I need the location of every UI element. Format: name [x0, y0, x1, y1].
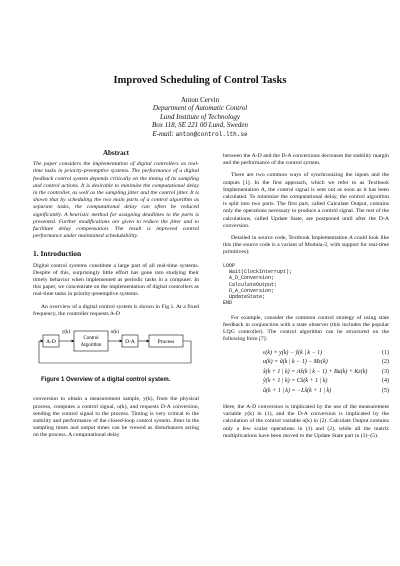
process-label: Process [157, 339, 175, 346]
abstract-text: The paper considers the implementation of digital controllers as real-time tasks in priority-preemptive systems. The performance of a digital feedback control system depends critically on the timing of its sampling and control actions. It is desirable to minimize the computational delay in the controller, as well as the sampling jitter and the control jitter. It is shown that by scheduling the two main parts of a control algorithm as separate tasks, the computational delay can often be reduced significantly. A heuristic method for assigning deadlines to the parts is presented. Further modifications are given to reduce the jitter and to facilitate delay compensation. The result is improved control performance under maintained schedulability. [33, 161, 199, 240]
control-algorithm-block [74, 331, 108, 351]
equation-5 [223, 387, 389, 397]
block-diagram [33, 323, 199, 371]
author-block [0, 96, 400, 139]
equation-5-number: (5) [382, 387, 389, 394]
figure-1-caption: Figure 1 Overview of a digital control system. [41, 377, 171, 384]
control-label-2: Algorithm [80, 343, 102, 349]
left-continuation-paragraph: conversion to obtain a measurement sample, y(k), from the physical process, computes a control signal, u(k), and requests D-A conversion, sending the control signal to the process. Timing is very critical to the stability and performance of the closed-loop control system. Jitter in the sampling times and output times can be viewed as disturbances acting on the process. A computational delay [33, 396, 199, 439]
author-email-line [0, 130, 400, 139]
author-address: Box 118, SE 221 00 Lund, Sweden [152, 121, 248, 130]
equation-4 [223, 377, 389, 387]
ad-label: A-D [46, 339, 56, 346]
control-label-1: Control [83, 336, 99, 342]
left-column [33, 150, 199, 445]
right-column [223, 153, 389, 445]
author-name: Anton Cervin [180, 96, 220, 104]
u-signal-label: u(k) [110, 330, 120, 336]
figure-1-diagram [33, 323, 199, 371]
equation-block [223, 349, 389, 397]
code-listing: LOOP Wait(ClockInterrupt); A_D_Conversion; CalculateOutput; D_A_Conversion; UpdateState; END [223, 262, 293, 307]
y-signal-label: y(k) [61, 330, 71, 336]
equation-1-number: (1) [382, 349, 389, 356]
da-label: D-A [125, 339, 135, 346]
equation-2-number: (2) [382, 359, 389, 366]
right-paragraph-5: Here, the A-D conversion is implicated by the use of the measurement variable y(k) in (1), and the D-A conversion is implicated by the calculation of the control variable u(k) in (2). Calculate Output contains only a few scalar operations in (1) and (2), while all the matrix multiplications have been moved to the Update State part in (3)–(5). [223, 404, 389, 439]
right-paragraph-2: There are two common ways of synchronizing the inputs and the outputs [1]. In the first approach, which we refer to as Textbook Implementation A, the control signal is sent out as soon as it has been calculated. To minimize the computational delay, the control algorithm is split into two parts. The first part, called Calculate Output, contains only the operations necessary to produce a control signal. The rest of the calculations, called Update State, are postponed until after the D-A conversion. [223, 172, 389, 229]
intro-paragraph-2: An overview of a digital control system is shown in Fig.1. At a fixed frequency, the controller requests A-D [33, 303, 199, 317]
right-paragraph-3: Detailed in source code, Textbook Implementation A could look like this (the source code is a variant of Modula-2, with support for real-time primitives): [223, 235, 389, 256]
abstract-heading: Abstract [102, 149, 130, 157]
equation-4-body: ŷ(k + 1 | k) = Cx̂(k + 1 | k) [263, 378, 328, 385]
equation-1-body: ε(k) = y(k) − ŷ(k | k − 1) [263, 349, 323, 356]
author-institution: Lund Institute of Technology [159, 112, 241, 121]
right-paragraph-1: between the A-D and the D-A conversions decreases the stability margin and the performance of the control system. [223, 153, 389, 167]
author-department: Department of Automatic Control [152, 104, 248, 113]
equation-3-number: (3) [382, 368, 389, 375]
equation-2-body: u(k) = ũ(k | k − 1) − Mε(k) [263, 359, 328, 366]
equation-3-body: x̂(k + 1 | k) = Ax̂(k | k − 1) + Bu(k) + Kε(k) [263, 368, 368, 375]
intro-paragraph-1: Digital control systems constitute a large part of all real-time systems. Despite of this, surprisingly little effort has gone into studying their timely behavior when implemented as periodic tasks in a computer. In this paper, we concentrate on the implementation of digital controllers as real-time tasks in priority-preemptive systems. [33, 262, 199, 298]
equation-2 [223, 358, 389, 368]
equation-3 [223, 368, 389, 378]
section-heading-introduction: 1. Introduction [33, 249, 82, 259]
equation-4-number: (4) [382, 378, 389, 385]
email-address: anton@control.lth.se [175, 130, 248, 138]
equation-5-body: ũ(k + 1 | k) = −Lx̂(k + 1 | k) [263, 387, 332, 394]
right-paragraph-4: For example, consider the common control strategy of using state feedback in conjunction with a state observer (this includes the popular LQG controller). The control algorithm can be structured on the following form [7]: [223, 314, 389, 343]
paper-title: Improved Scheduling of Control Tasks [113, 75, 287, 86]
equation-1 [223, 349, 389, 359]
email-label: E-mail: [152, 129, 174, 138]
